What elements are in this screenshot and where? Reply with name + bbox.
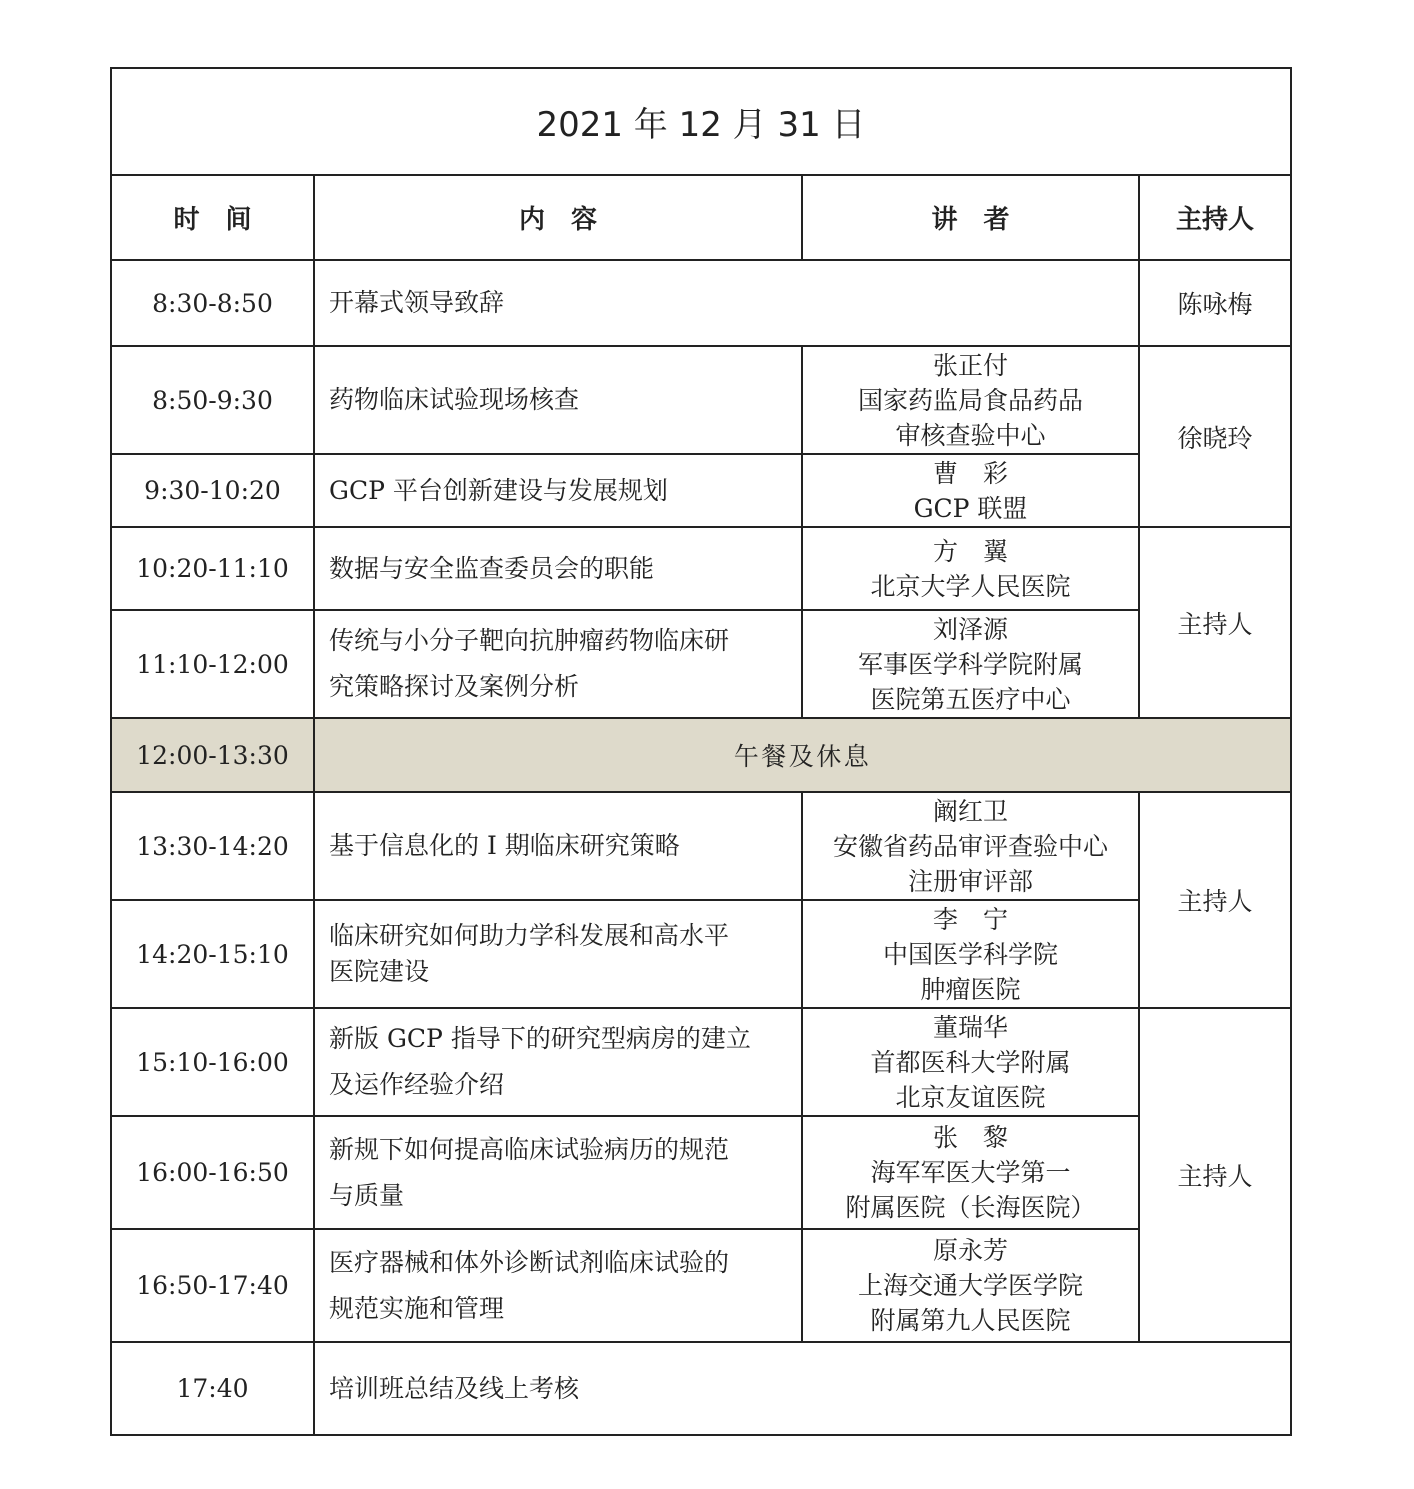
speaker-cell <box>802 346 1139 454</box>
content-cell: 药物临床试验现场核查 <box>314 346 802 454</box>
speaker-org: 附属医院（长海医院） <box>845 1193 1096 1222</box>
table-row <box>111 527 1291 610</box>
speaker-name: 原永芳 <box>932 1236 1008 1265</box>
speaker-name: 张 黎 <box>932 1123 1008 1152</box>
speaker-org: 审核查验中心 <box>895 420 1046 450</box>
speaker-org: 中国医学科学院 <box>882 939 1058 969</box>
speaker-org: 上海交通大学医学院 <box>857 1271 1083 1300</box>
time-cell: 16:50-17:40 <box>111 1229 314 1342</box>
speaker-org: 军事医学科学院附属 <box>857 649 1083 679</box>
speaker-name: 方 翼 <box>932 536 1008 566</box>
speaker-cell <box>802 1229 1139 1342</box>
time-cell: 10:20-11:10 <box>111 527 314 610</box>
content-line: 规范实施和管理 <box>329 1293 505 1323</box>
table-row <box>111 1229 1291 1342</box>
speaker-org: 海军军医大学第一 <box>870 1158 1071 1187</box>
host-cell: 陈咏梅 <box>1139 260 1291 346</box>
speaker-org: 安徽省药品审评查验中心 <box>832 831 1108 861</box>
content-cell: 开幕式领导致辞 <box>314 260 1139 346</box>
content-cell <box>314 900 802 1008</box>
speaker-name: 曹 彩 <box>932 458 1008 488</box>
speaker-org: GCP 联盟 <box>913 493 1028 523</box>
header-speaker: 讲 者 <box>802 175 1139 260</box>
table-row <box>111 1342 1291 1435</box>
content-line: 及运作经验介绍 <box>329 1070 505 1099</box>
table-row <box>111 1116 1291 1229</box>
header-row <box>111 175 1291 260</box>
speaker-org: 医院第五医疗中心 <box>870 684 1071 714</box>
speaker-org: 肿瘤医院 <box>920 974 1021 1004</box>
content-cell <box>314 1008 802 1116</box>
content-line: 传统与小分子靶向抗肿瘤药物临床研 <box>329 626 730 655</box>
header-time: 时 间 <box>111 175 314 260</box>
speaker-cell <box>802 1116 1139 1229</box>
table-row <box>111 346 1291 454</box>
speaker-name: 刘泽源 <box>932 614 1008 644</box>
speaker-org: 北京友谊医院 <box>895 1082 1046 1112</box>
speaker-org: 首都医科大学附属 <box>870 1047 1071 1077</box>
content-cell: 基于信息化的 I 期临床研究策略 <box>314 792 802 900</box>
time-cell: 17:40 <box>111 1342 314 1435</box>
table-row <box>111 1008 1291 1116</box>
content-cell <box>314 1116 802 1229</box>
schedule-date-title: 2021 年 12 月 31 日 <box>111 68 1291 175</box>
speaker-org: 北京大学人民医院 <box>870 571 1071 601</box>
host-cell: 主持人 <box>1139 792 1291 1008</box>
time-cell: 11:10-12:00 <box>111 610 314 718</box>
speaker-cell <box>802 900 1139 1008</box>
table-row <box>111 260 1291 346</box>
header-host: 主持人 <box>1139 175 1291 260</box>
content-line: 新规下如何提高临床试验病历的规范 <box>329 1134 730 1164</box>
header-content: 内 容 <box>314 175 802 260</box>
schedule-table <box>110 67 1292 1436</box>
lunch-break-label: 午餐及休息 <box>314 718 1291 792</box>
time-cell: 8:50-9:30 <box>111 346 314 454</box>
speaker-name: 李 宁 <box>932 904 1008 934</box>
time-cell: 15:10-16:00 <box>111 1008 314 1116</box>
title-row <box>111 68 1291 175</box>
time-cell: 12:00-13:30 <box>111 718 314 792</box>
table-row <box>111 610 1291 718</box>
table-row <box>111 900 1291 1008</box>
content-line: 新版 GCP 指导下的研究型病房的建立 <box>329 1024 751 1053</box>
time-cell: 13:30-14:20 <box>111 792 314 900</box>
time-cell: 8:30-8:50 <box>111 260 314 346</box>
time-cell: 16:00-16:50 <box>111 1116 314 1229</box>
table-row <box>111 454 1291 527</box>
time-cell: 9:30-10:20 <box>111 454 314 527</box>
table-row <box>111 792 1291 900</box>
content-cell: GCP 平台创新建设与发展规划 <box>314 454 802 527</box>
speaker-org: 附属第九人民医院 <box>870 1306 1071 1335</box>
host-cell: 徐晓玲 <box>1139 346 1291 527</box>
speaker-cell <box>802 1008 1139 1116</box>
speaker-cell <box>802 792 1139 900</box>
content-line: 与质量 <box>329 1180 405 1210</box>
host-cell: 主持人 <box>1139 1008 1291 1342</box>
speaker-name: 阚红卫 <box>932 796 1008 826</box>
lunch-row <box>111 718 1291 792</box>
speaker-name: 董瑞华 <box>932 1012 1008 1042</box>
content-cell <box>314 610 802 718</box>
speaker-name: 张正付 <box>932 350 1008 380</box>
speaker-cell <box>802 527 1139 610</box>
speaker-org: 注册审评部 <box>907 866 1033 896</box>
content-line: 究策略探讨及案例分析 <box>329 672 580 701</box>
content-cell <box>314 1229 802 1342</box>
content-line: 医院建设 <box>329 957 430 986</box>
content-line: 医疗器械和体外诊断试剂临床试验的 <box>329 1247 730 1277</box>
content-cell: 培训班总结及线上考核 <box>314 1342 1291 1435</box>
host-cell: 主持人 <box>1139 527 1291 718</box>
content-cell: 数据与安全监查委员会的职能 <box>314 527 802 610</box>
speaker-cell <box>802 454 1139 527</box>
speaker-org: 国家药监局食品药品 <box>857 385 1083 415</box>
time-cell: 14:20-15:10 <box>111 900 314 1008</box>
speaker-cell <box>802 610 1139 718</box>
content-line: 临床研究如何助力学科发展和高水平 <box>329 921 730 950</box>
